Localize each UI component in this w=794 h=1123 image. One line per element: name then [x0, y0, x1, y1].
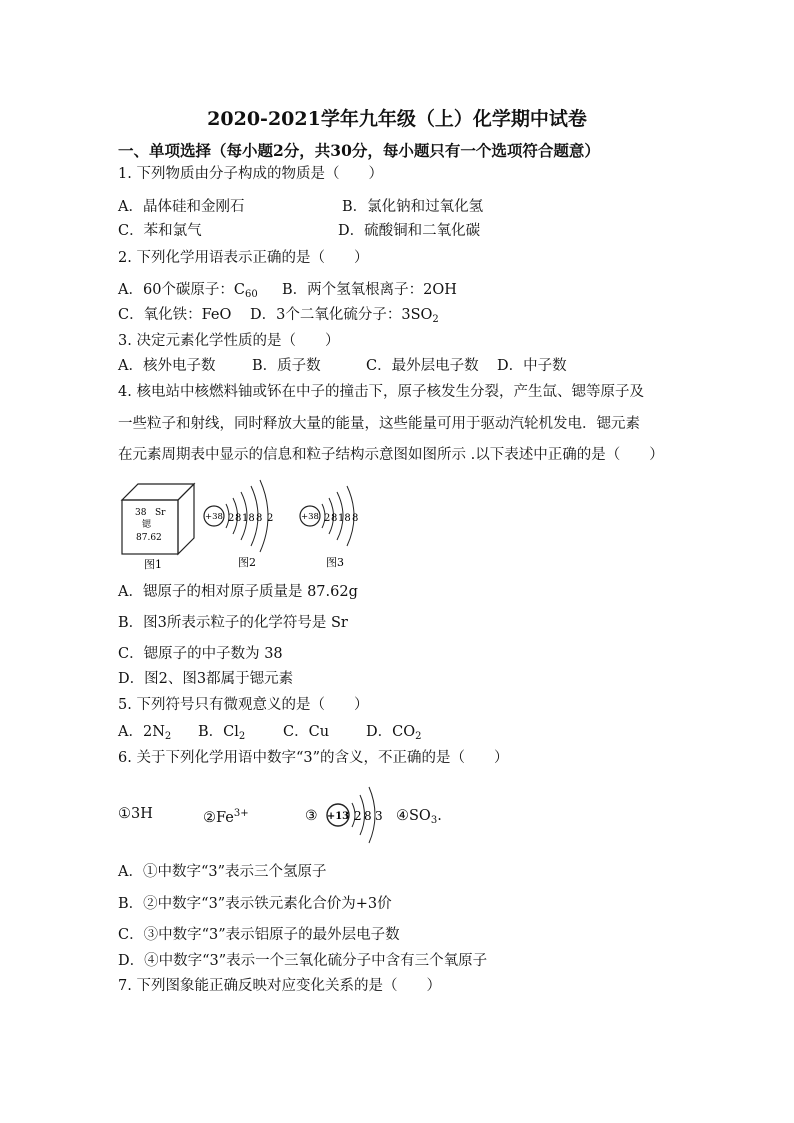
question-4-option-c: C．锶原子的中子数为 38 [118, 646, 283, 662]
element-atomic-number: 38 [135, 508, 147, 518]
question-1-stem: 1. 下列物质由分子构成的物质是（ ） [118, 166, 383, 182]
figure-1-caption: 图1 [144, 558, 162, 570]
question-6-item-3-label: ③ [305, 808, 318, 824]
figure-3-shell-2: 8 [331, 513, 338, 524]
question-3-option-c: C．最外层电子数 [366, 358, 479, 374]
question-3-option-b: B．质子数 [252, 358, 321, 374]
item-3-shell-1: 2 [354, 809, 362, 823]
element-name: 锶 [142, 520, 152, 530]
question-6-option-c: C．③中数字“3”表示铝原子的最外层电子数 [118, 927, 400, 943]
question-7-stem: 7. 下列图象能正确反映对应变化关系的是（ ） [118, 978, 441, 994]
question-3-option-a: A．核外电子数 [118, 358, 216, 374]
question-5-option-a: A．$2N_2$ [118, 724, 172, 742]
question-1-option-a: A．晶体硅和金刚石 [118, 199, 245, 215]
question-6-option-d: D．④中数字“3”表示一个三氧化硫分子中含有三个氧原子 [118, 953, 488, 969]
section-title: 一、单项选择（每小题2分，共30分，每小题只有一个选项符合题意） [118, 141, 600, 160]
question-3-stem: 3. 决定元素化学性质的是（ ） [118, 333, 340, 349]
question-4-stem-line-3: 在元素周期表中显示的信息和粒子结构示意图如图所示 .以下表述中正确的是（ ） [118, 447, 664, 463]
element-atomic-mass: 87.62 [136, 533, 162, 543]
page-title: 2020-2021学年九年级（上）化学期中试卷 [207, 108, 587, 130]
question-2-option-d: D．3个二氧化硫分子：$3SO_2$ [250, 307, 439, 325]
figure-3-shell-1: 2 [324, 513, 331, 524]
strontium-element-cell-figure [118, 478, 198, 570]
question-1-option-c: C．苯和氯气 [118, 223, 202, 239]
question-4-stem-line-2: 一些粒子和射线，同时释放大量的能量，这些能量可用于驱动汽轮机发电．锶元素 [118, 416, 640, 432]
question-4-option-a: A．锶原子的相对原子质量是 87.62g [118, 584, 358, 600]
question-4-stem-line-1: 4. 核电站中核燃料铀或钚在中子的撞击下，原子核发生分裂，产生氙、锶等原子及 [118, 384, 644, 400]
figure-2-shell-1: 2 [228, 513, 235, 524]
question-1-option-b: B．氯化钠和过氧化氢 [342, 199, 484, 215]
item-3-nucleus: +13 [326, 811, 350, 822]
question-5-option-c: C．Cu [283, 724, 330, 740]
question-6-item-1: ①3H [118, 806, 153, 822]
question-2-option-c: C．氧化铁：FeO [118, 307, 232, 323]
item-3-shell-3: 3 [375, 809, 383, 823]
question-2-stem: 2. 下列化学用语表示正确的是（ ） [118, 250, 369, 266]
aluminum-atom-structure-figure [303, 776, 397, 852]
figure-2-caption: 图2 [238, 556, 256, 569]
question-5-stem: 5. 下列符号只有微观意义的是（ ） [118, 697, 369, 713]
figure-3-nucleus: +38 [301, 512, 319, 522]
figure-2-nucleus: +38 [205, 512, 223, 522]
question-1-option-d: D．硫酸铜和二氧化碳 [338, 223, 481, 239]
question-5-option-b: B．$Cl_2$ [198, 724, 246, 742]
question-5-option-d: D．$CO_2$ [366, 724, 422, 742]
figure-3-caption: 图3 [326, 556, 344, 569]
question-4-option-d: D．图2、图3都属于锶元素 [118, 671, 294, 687]
figure-2-shell-3: 18 [242, 513, 255, 524]
question-2-option-b: B．两个氢氧根离子：2OH [282, 282, 457, 298]
question-6-item-4: $④SO_3$. [396, 808, 442, 826]
element-symbol: Sr [155, 508, 166, 518]
question-6-item-2: $②Fe^{3+}$ [203, 808, 249, 826]
question-6-option-b: B．②中数字“3”表示铁元素化合价为+3价 [118, 896, 392, 912]
question-4-option-b: B．图3所表示粒子的化学符号是 Sr [118, 615, 348, 631]
figure-2-shell-4: 8 [256, 513, 263, 524]
item-3-shell-2: 8 [364, 809, 372, 823]
figure-3-shell-3: 18 [338, 513, 351, 524]
question-3-option-d: D．中子数 [497, 358, 567, 374]
figure-3-shell-4: 8 [352, 513, 359, 524]
question-6-option-a: A．①中数字“3”表示三个氢原子 [118, 864, 327, 880]
question-2-option-a: A．60个碳原子：$C_{60}$ [118, 282, 258, 300]
strontium-ion-structure-figure [296, 478, 368, 570]
figure-2-shell-5: 2 [267, 513, 274, 524]
figure-2-shell-2: 8 [235, 513, 242, 524]
strontium-atom-structure-figure [200, 474, 284, 570]
question-6-stem: 6. 关于下列化学用语中数字“3”的含义，不正确的是（ ） [118, 750, 509, 766]
